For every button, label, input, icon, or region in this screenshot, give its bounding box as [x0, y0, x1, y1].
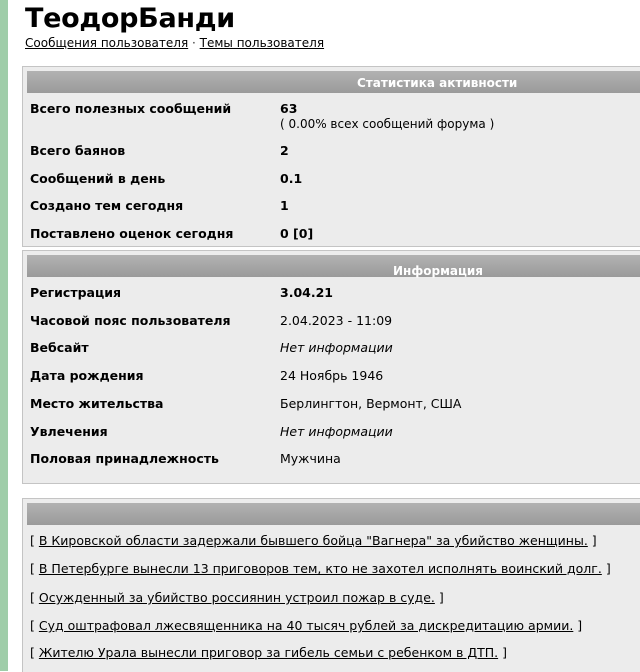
info-panel: [22, 250, 640, 484]
news-link[interactable]: Суд оштрафовал лжесвященника на 40 тысяч рублей за дискредитацию армии.: [38, 618, 574, 633]
profile-username: ТеодорБанди: [25, 3, 235, 34]
link-separator: ·: [192, 36, 196, 50]
news-item: [30, 590, 444, 605]
bracket-open: [: [30, 590, 35, 605]
stat-value: 1: [280, 198, 289, 213]
stat-label: Всего баянов: [30, 143, 126, 158]
user-posts-link[interactable]: Сообщения пользователя: [25, 36, 189, 50]
stat-subvalue: ( 0.00% всех сообщений форума ): [280, 117, 495, 131]
stat-value: 0 [0]: [280, 226, 314, 241]
news-panel: [22, 498, 640, 672]
left-decorative-stripe: [0, 0, 8, 671]
info-value: Нет информации: [280, 340, 393, 355]
bracket-close: ]: [605, 561, 611, 576]
activity-stats-title: Статистика активности: [357, 76, 518, 90]
bracket-close: ]: [502, 645, 507, 660]
bracket-close: ]: [438, 590, 444, 605]
user-topics-link[interactable]: Темы пользователя: [199, 36, 325, 50]
info-value: 2.04.2023 - 11:09: [280, 313, 393, 328]
bracket-open: [: [30, 533, 35, 548]
news-link[interactable]: Жителю Урала вынесли приговор за гибель семьи с ребенком в ДТП.: [38, 645, 499, 660]
info-label: Часовой пояс пользователя: [30, 313, 231, 328]
activity-stats-panel: [22, 66, 640, 247]
info-label: Увлечения: [30, 424, 108, 439]
stat-label: Сообщений в день: [30, 171, 166, 186]
bracket-open: [: [30, 618, 35, 633]
stat-label: Создано тем сегодня: [30, 198, 184, 213]
info-label: Дата рождения: [30, 368, 144, 383]
activity-stats-header: [27, 71, 640, 93]
stat-value: 2: [280, 143, 289, 158]
news-item: [30, 533, 597, 548]
news-link[interactable]: В Кировской области задержали бывшего бойца "Вагнера" за убийство женщины.: [38, 533, 588, 548]
news-item: [30, 645, 507, 660]
info-label: Регистрация: [30, 285, 122, 300]
info-value: 24 Ноябрь 1946: [280, 368, 384, 383]
stat-label: Поставлено оценок сегодня: [30, 226, 234, 241]
stat-value: 63: [280, 101, 298, 116]
news-link[interactable]: В Петербурге вынесли 13 приговоров тем, кто не захотел исполнять воинский долг.: [38, 561, 602, 576]
news-link[interactable]: Осужденный за убийство россиянин устроил пожар в суде.: [38, 590, 435, 605]
news-item: [30, 561, 611, 576]
info-value: Берлингтон, Вермонт, США: [280, 396, 462, 411]
stat-value: 0.1: [280, 171, 303, 186]
bracket-open: [: [30, 645, 35, 660]
info-value: Нет информации: [280, 424, 393, 439]
info-label: Половая принадлежность: [30, 451, 219, 466]
info-title: Информация: [393, 264, 483, 278]
bracket-close: ]: [591, 533, 597, 548]
news-header: [27, 503, 640, 525]
stat-label: Всего полезных сообщений: [30, 101, 232, 116]
info-label: Вебсайт: [30, 340, 89, 355]
info-value: 3.04.21: [280, 285, 333, 300]
bracket-close: ]: [577, 618, 583, 633]
info-label: Место жительства: [30, 396, 164, 411]
info-header: [27, 255, 640, 277]
news-item: [30, 618, 582, 633]
info-value: Мужчина: [280, 451, 341, 466]
user-links: [25, 36, 324, 50]
bracket-open: [: [30, 561, 35, 576]
